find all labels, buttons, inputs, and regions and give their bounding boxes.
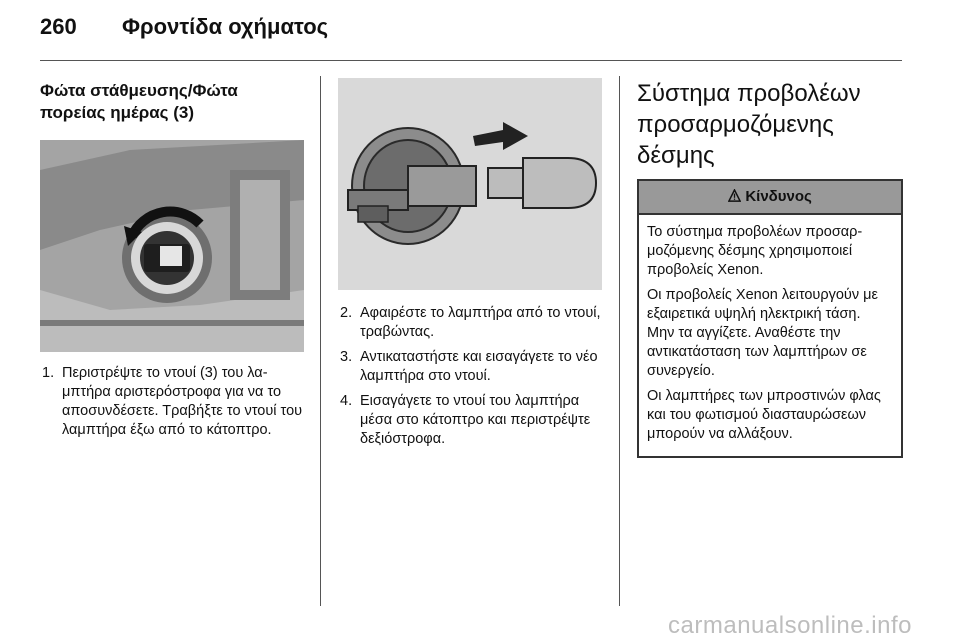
step-number: 1. xyxy=(42,365,55,381)
list-item xyxy=(338,304,602,342)
page-number: 260 xyxy=(40,14,77,39)
step-text: Περιστρέψτε το ντουί (3) του λαμπτήρα αριστερόστροφα για να το αποσυνδέσετε. Τραβήξτε το ντουί του λαμπτήρα έξω από το κάτοπτρο. xyxy=(62,365,303,438)
steps-list-1 xyxy=(40,364,304,440)
danger-body xyxy=(639,215,901,456)
step-number: 2. xyxy=(340,305,353,321)
list-item xyxy=(40,364,304,440)
steps-list-2 xyxy=(338,304,602,449)
step-number: 4. xyxy=(340,393,353,409)
list-item xyxy=(338,348,602,386)
column-divider-2 xyxy=(619,76,620,606)
danger-box xyxy=(637,179,903,458)
watermark: carmanualsonline.info xyxy=(668,612,912,639)
danger-paragraph: Οι λαμπτήρες των μπροστινών φλας και του φωτισμού διασταυρώσεων μπορούν να αλλάξουν. xyxy=(647,388,881,442)
step-text: Αντικαταστήστε και εισαγάγετε το νέο λαμπτήρα στο ντουί. xyxy=(360,349,598,384)
danger-paragraph: Οι προβολείς Xenon λειτουργούν με εξαιρετικά υψηλή ηλεκτρική τάση. Μην τα αγγίζετε. Αναθέστε την αντικατάσταση των λαμπτήρων σε συνεργείο. xyxy=(647,287,878,379)
page-header xyxy=(40,14,328,40)
section-heading-adaptive-headlights: Σύστημα προβολέων προσαρμοζόμενης δέσμης xyxy=(637,80,861,169)
list-item xyxy=(338,392,602,449)
danger-paragraph: Το σύστημα προβολέων προσαρμοζόμενης δέσμης χρησιμοποιεί προβολείς Xenon. xyxy=(647,224,863,278)
header-rule xyxy=(40,60,902,61)
socket-and-bulb-drawing xyxy=(338,78,602,290)
warning-icon xyxy=(728,188,745,205)
column-1 xyxy=(40,80,304,446)
column-3 xyxy=(637,78,903,458)
step-text: Εισαγάγετε το ντουί του λαμπτήρα μέσα στο κάτοπτρο και περιστρέψτε δεξιόστροφα. xyxy=(360,393,591,447)
danger-header xyxy=(639,181,901,215)
bulb-removal-illustration xyxy=(338,78,602,290)
headlamp-interior-illustration xyxy=(40,140,304,352)
bulb-socket-photo xyxy=(40,140,304,352)
section-heading-parking-lights: Φώτα στάθμευσης/Φώτα πορείας ημέρας (3) xyxy=(40,81,238,122)
step-number: 3. xyxy=(340,349,353,365)
column-2 xyxy=(338,78,602,455)
page-title: Φροντίδα οχήματος xyxy=(122,14,329,39)
step-text: Αφαιρέστε το λαμπτήρα από το ντουί, τραβώντας. xyxy=(360,305,601,340)
column-divider-1 xyxy=(320,76,321,606)
danger-label: Κίνδυνος xyxy=(745,188,812,205)
